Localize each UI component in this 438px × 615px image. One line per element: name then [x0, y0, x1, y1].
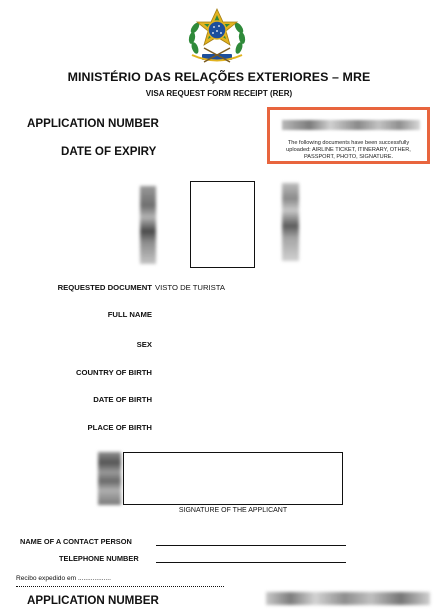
footer-divider — [16, 586, 224, 587]
upload-notice-box — [267, 107, 430, 164]
country-of-birth-label: COUNTRY OF BIRTH — [75, 368, 152, 377]
contact-person-line — [156, 545, 346, 546]
signature-caption: SIGNATURE OF THE APPLICANT — [178, 507, 288, 514]
sex-label: SEX — [136, 340, 152, 349]
form-subtitle: VISA REQUEST FORM RECEIPT (RER) — [145, 89, 293, 98]
date-of-expiry-label: DATE OF EXPIRY — [61, 145, 157, 158]
telephone-number-label: TELEPHONE NUMBER — [59, 554, 139, 563]
telephone-number-line — [156, 562, 346, 563]
place-of-birth-label: PLACE OF BIRTH — [87, 423, 152, 432]
contact-person-label: NAME OF A CONTACT PERSON — [20, 537, 132, 546]
brazil-coat-of-arms-icon — [182, 8, 252, 70]
requested-document-value: VISTO DE TURISTA — [155, 283, 226, 292]
redacted-footer-application-number — [266, 592, 430, 605]
redacted-barcode-right — [282, 183, 299, 261]
date-of-birth-label: DATE OF BIRTH — [93, 395, 152, 404]
redacted-application-number — [282, 120, 420, 130]
upload-notice-text: The following documents have been successfully uploaded: AIRLINE TICKET, ITINERARY, OTHER, PASSPORT, PHOTO, SIGNATURE. — [286, 140, 411, 160]
redacted-barcode-left — [140, 186, 156, 264]
redacted-barcode-signature — [98, 452, 121, 505]
requested-document-label: REQUESTED DOCUMENT — [57, 283, 152, 292]
application-number-label: APPLICATION NUMBER — [27, 117, 159, 130]
signature-box — [123, 452, 343, 505]
footer-application-number-label: APPLICATION NUMBER — [27, 594, 159, 607]
ministry-title: MINISTÉRIO DAS RELAÇÕES EXTERIORES – MRE — [67, 70, 371, 84]
issued-date-label: Recibo expedido em .................. — [16, 575, 111, 582]
full-name-label: FULL NAME — [107, 310, 152, 319]
applicant-photo-frame — [190, 181, 255, 268]
